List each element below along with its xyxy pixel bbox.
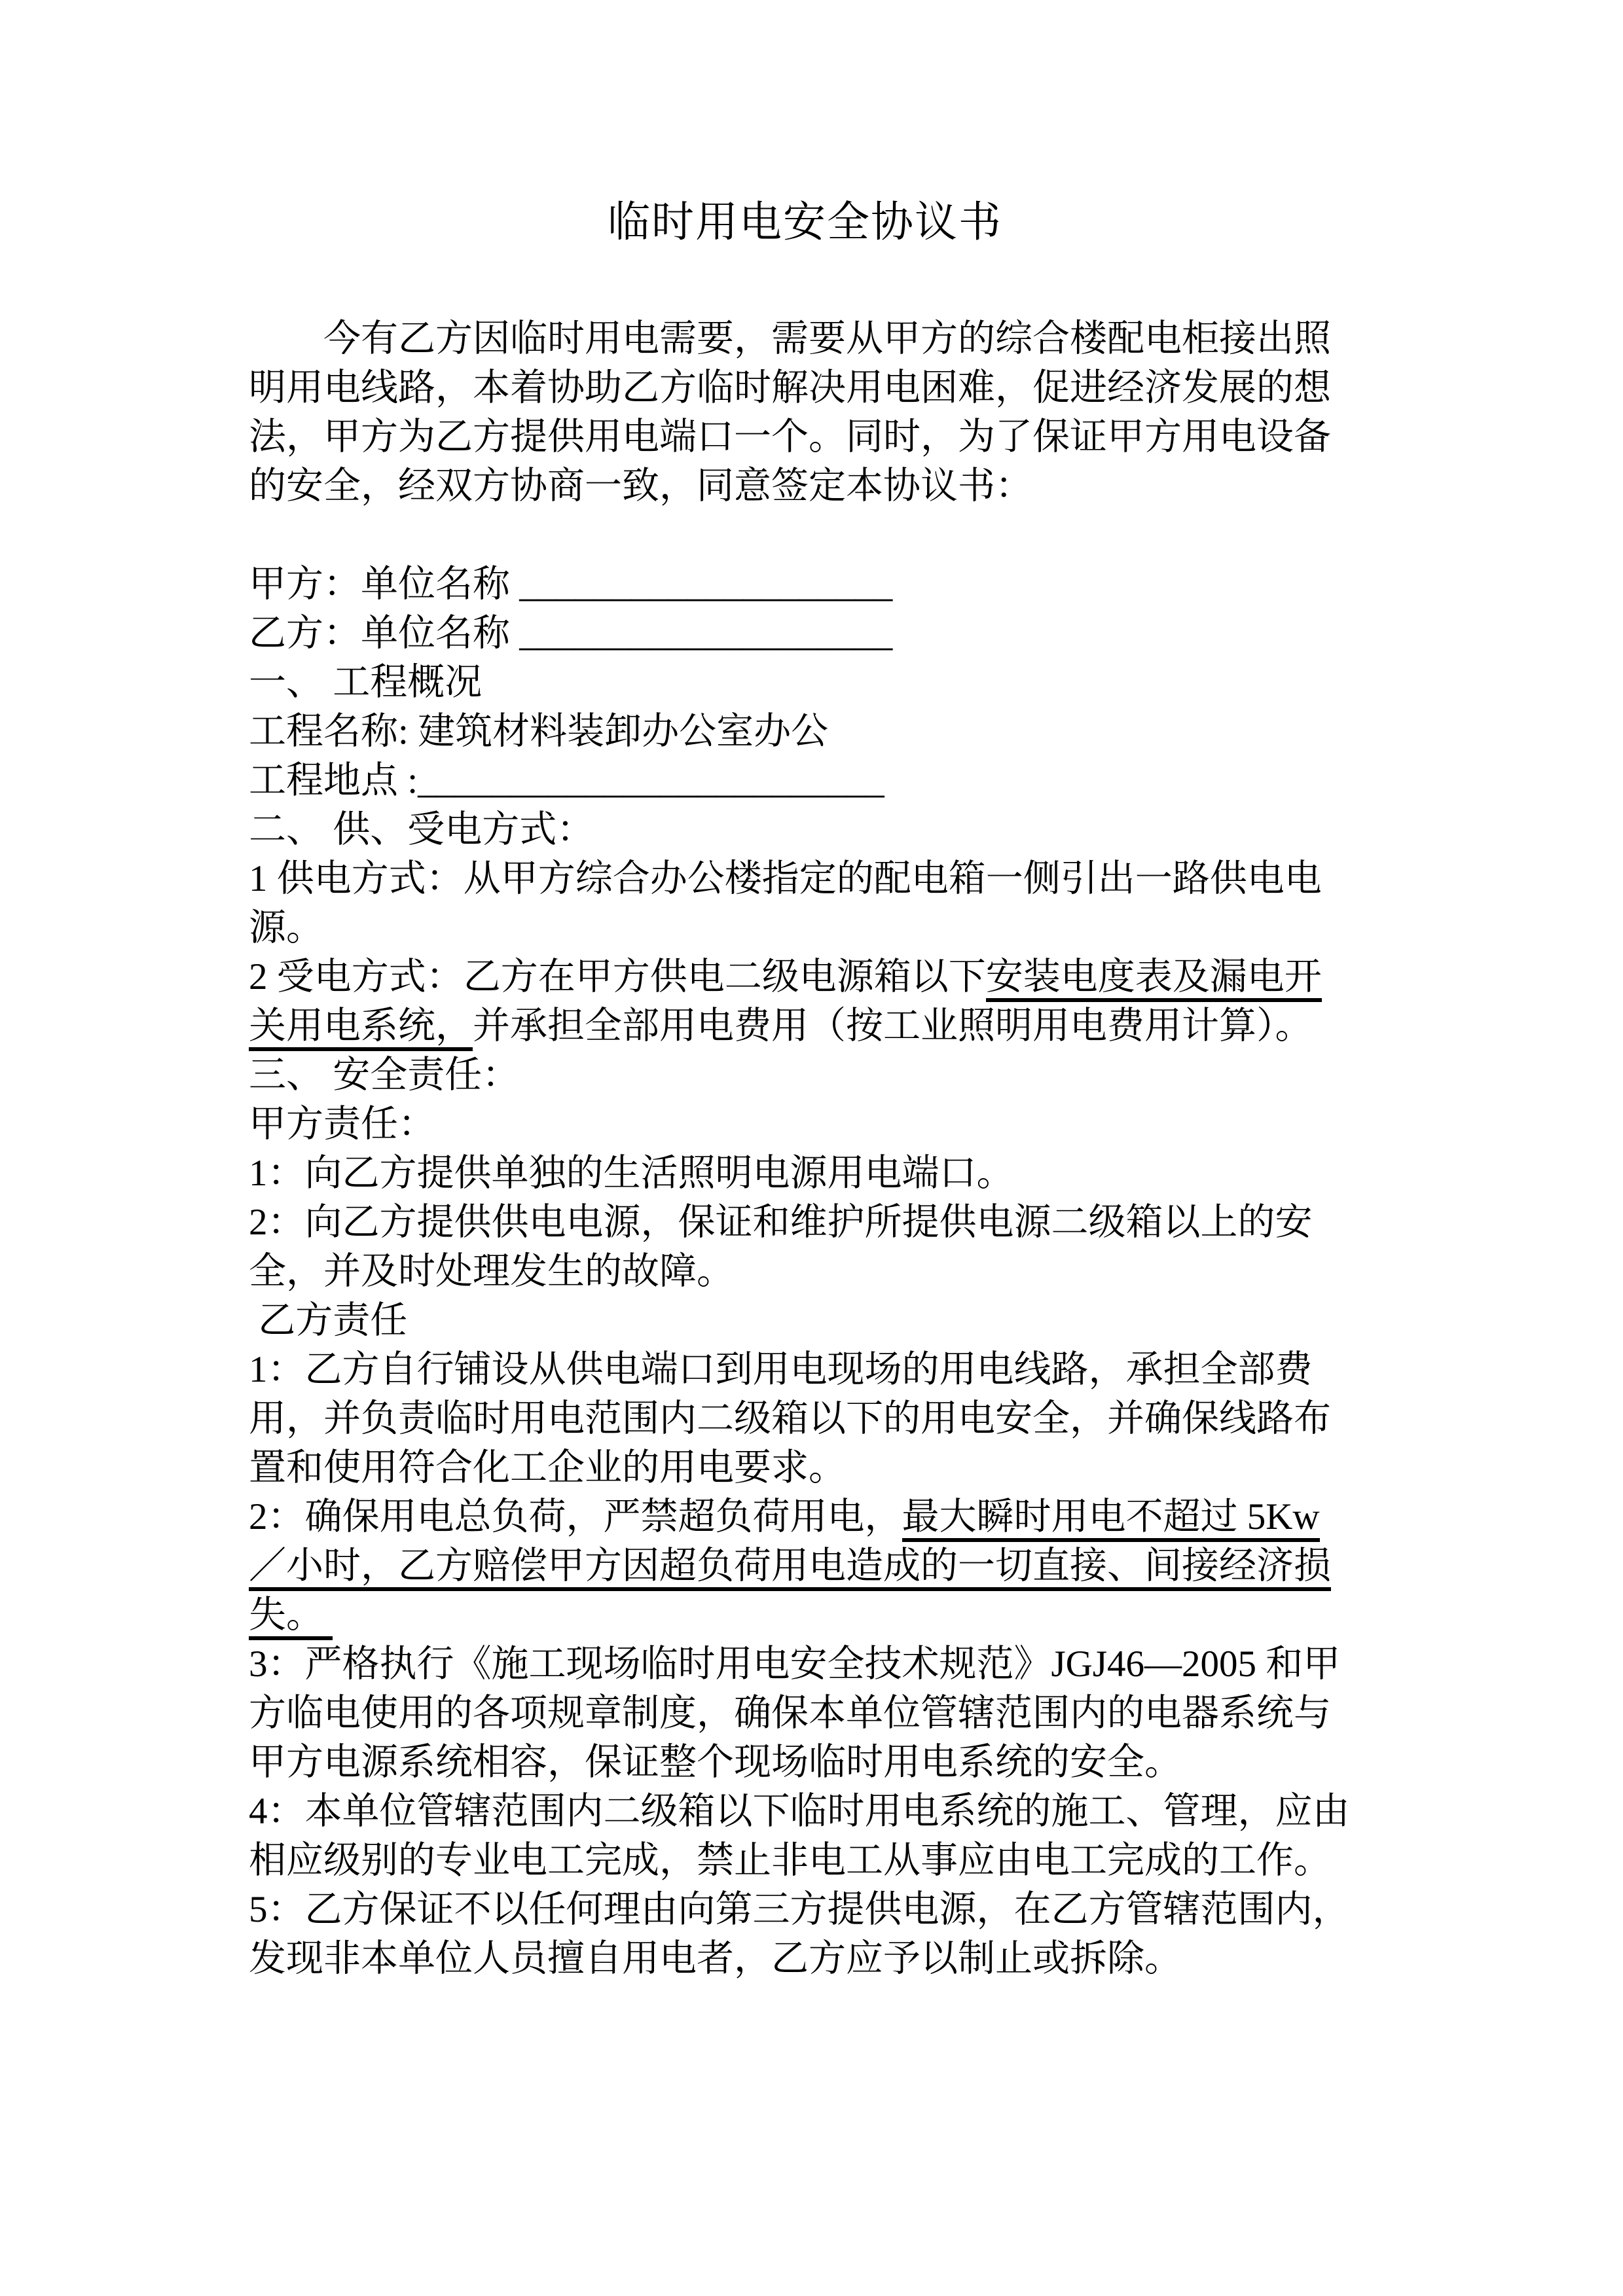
document-line bbox=[249, 461, 1361, 511]
document-line bbox=[249, 1492, 1361, 1541]
text-run: 1：乙方自行铺设从供电端口到用电现场的用电线路，承担全部费 bbox=[249, 1349, 1313, 1390]
document-line bbox=[249, 1590, 1361, 1640]
document-line bbox=[249, 1689, 1361, 1738]
document-line bbox=[249, 854, 1361, 903]
document-line bbox=[249, 756, 1361, 805]
document-line bbox=[249, 952, 1361, 1001]
document-line bbox=[249, 363, 1361, 412]
text-run: 4：本单位管辖范围内二级箱以下临时用电系统的施工、管理，应由 bbox=[249, 1791, 1350, 1832]
document-body bbox=[249, 314, 1361, 1983]
document-line bbox=[249, 658, 1361, 707]
blank-line bbox=[249, 511, 1361, 560]
underlined-text: 关用电系统， bbox=[249, 1005, 473, 1051]
document-line bbox=[249, 1100, 1361, 1149]
text-run: 并承担全部用电费用（按工业照明用电费用计算）。 bbox=[473, 1005, 1313, 1047]
text-run: 乙方：单位名称 ____________________ bbox=[249, 613, 893, 654]
text-run: 置和使用符合化工企业的用电要求。 bbox=[249, 1447, 846, 1488]
text-run: 1：向乙方提供单独的生活照明电源用电端口。 bbox=[249, 1153, 1014, 1194]
text-run: 明用电线路，本着协助乙方临时解决用电困难，促进经济发展的想 bbox=[249, 367, 1331, 408]
text-run: 2：确保用电总负荷，严禁超负荷用电， bbox=[249, 1496, 902, 1537]
page-title: 临时用电安全协议书 bbox=[607, 199, 1002, 246]
document-line bbox=[249, 1149, 1361, 1198]
text-run: 甲方：单位名称 ____________________ bbox=[249, 564, 893, 605]
document-line bbox=[249, 707, 1361, 756]
document-line bbox=[249, 1394, 1361, 1443]
text-run: 发现非本单位人员擅自用电者，乙方应予以制止或拆除。 bbox=[249, 1938, 1182, 1979]
text-run: 法，甲方为乙方提供用电端口一个。同时，为了保证甲方用电设备 bbox=[249, 416, 1331, 457]
document-line bbox=[249, 1885, 1361, 1934]
text-run: 乙方责任 bbox=[249, 1300, 408, 1341]
text-run: 源。 bbox=[249, 907, 323, 948]
text-run: 1 供电方式：从甲方综合办公楼指定的配电箱一侧引出一路供电电 bbox=[249, 858, 1322, 899]
text-run: 甲方责任： bbox=[249, 1103, 435, 1145]
underlined-text: 失。 bbox=[249, 1594, 333, 1640]
text-run: 三、 安全责任： bbox=[249, 1054, 520, 1096]
text-run: 今有乙方因临时用电需要，需要从甲方的综合楼配电柜接出照 bbox=[323, 318, 1331, 359]
text-run: 一、 工程概况 bbox=[249, 662, 483, 703]
underlined-text: 最大瞬时用电不超过 5Kw bbox=[902, 1496, 1320, 1542]
underlined-text: ／小时，乙方赔偿甲方因超负荷用电造成的一切直接、间接经济损 bbox=[249, 1545, 1331, 1591]
underlined-text: 安装电度表及漏电开 bbox=[986, 956, 1322, 1002]
text-run: 甲方电源系统相容，保证整个现场临时用电系统的安全。 bbox=[249, 1742, 1182, 1783]
document-line bbox=[249, 314, 1361, 363]
document-line bbox=[249, 1541, 1361, 1590]
text-run: 全，并及时处理发生的故障。 bbox=[249, 1251, 734, 1292]
document-line bbox=[249, 1443, 1361, 1492]
text-run: 二、 供、受电方式： bbox=[249, 809, 594, 850]
document-line bbox=[249, 805, 1361, 854]
document-line bbox=[249, 412, 1361, 461]
document-line bbox=[249, 1247, 1361, 1296]
text-run: 工程名称: 建筑材料装卸办公室办公 bbox=[249, 711, 829, 752]
document-line bbox=[249, 1296, 1361, 1345]
document-line bbox=[249, 1001, 1361, 1050]
document-line bbox=[249, 1836, 1361, 1885]
text-run: 2：向乙方提供供电电源，保证和维护所提供电源二级箱以上的安 bbox=[249, 1202, 1313, 1243]
text-run: 5：乙方保证不以任何理由向第三方提供电源，在乙方管辖范围内， bbox=[249, 1889, 1350, 1930]
document-line bbox=[249, 1050, 1361, 1100]
text-run: 2 受电方式：乙方在甲方供电二级电源箱以下 bbox=[249, 956, 986, 997]
document-line bbox=[249, 1738, 1361, 1787]
text-run: 方临电使用的各项规章制度，确保本单位管辖范围内的电器系统与 bbox=[249, 1693, 1331, 1734]
text-run: 工程地点 :_________________________ bbox=[249, 760, 884, 801]
text-run: 的安全，经双方协商一致，同意签定本协议书： bbox=[249, 465, 1032, 507]
text-run: 相应级别的专业电工完成，禁止非电工从事应由电工完成的工作。 bbox=[249, 1840, 1331, 1881]
document-line bbox=[249, 560, 1361, 609]
document-line bbox=[249, 1345, 1361, 1394]
document-line bbox=[249, 1787, 1361, 1836]
text-run: 用，并负责临时用电范围内二级箱以下的用电安全，并确保线路布 bbox=[249, 1398, 1331, 1439]
document-line bbox=[249, 1198, 1361, 1247]
document-line bbox=[249, 609, 1361, 658]
document-line bbox=[249, 903, 1361, 952]
document-line bbox=[249, 1640, 1361, 1689]
document-line bbox=[249, 1934, 1361, 1983]
text-run: 3：严格执行《施工现场临时用电安全技术规范》JGJ46—2005 和甲 bbox=[249, 1643, 1341, 1685]
